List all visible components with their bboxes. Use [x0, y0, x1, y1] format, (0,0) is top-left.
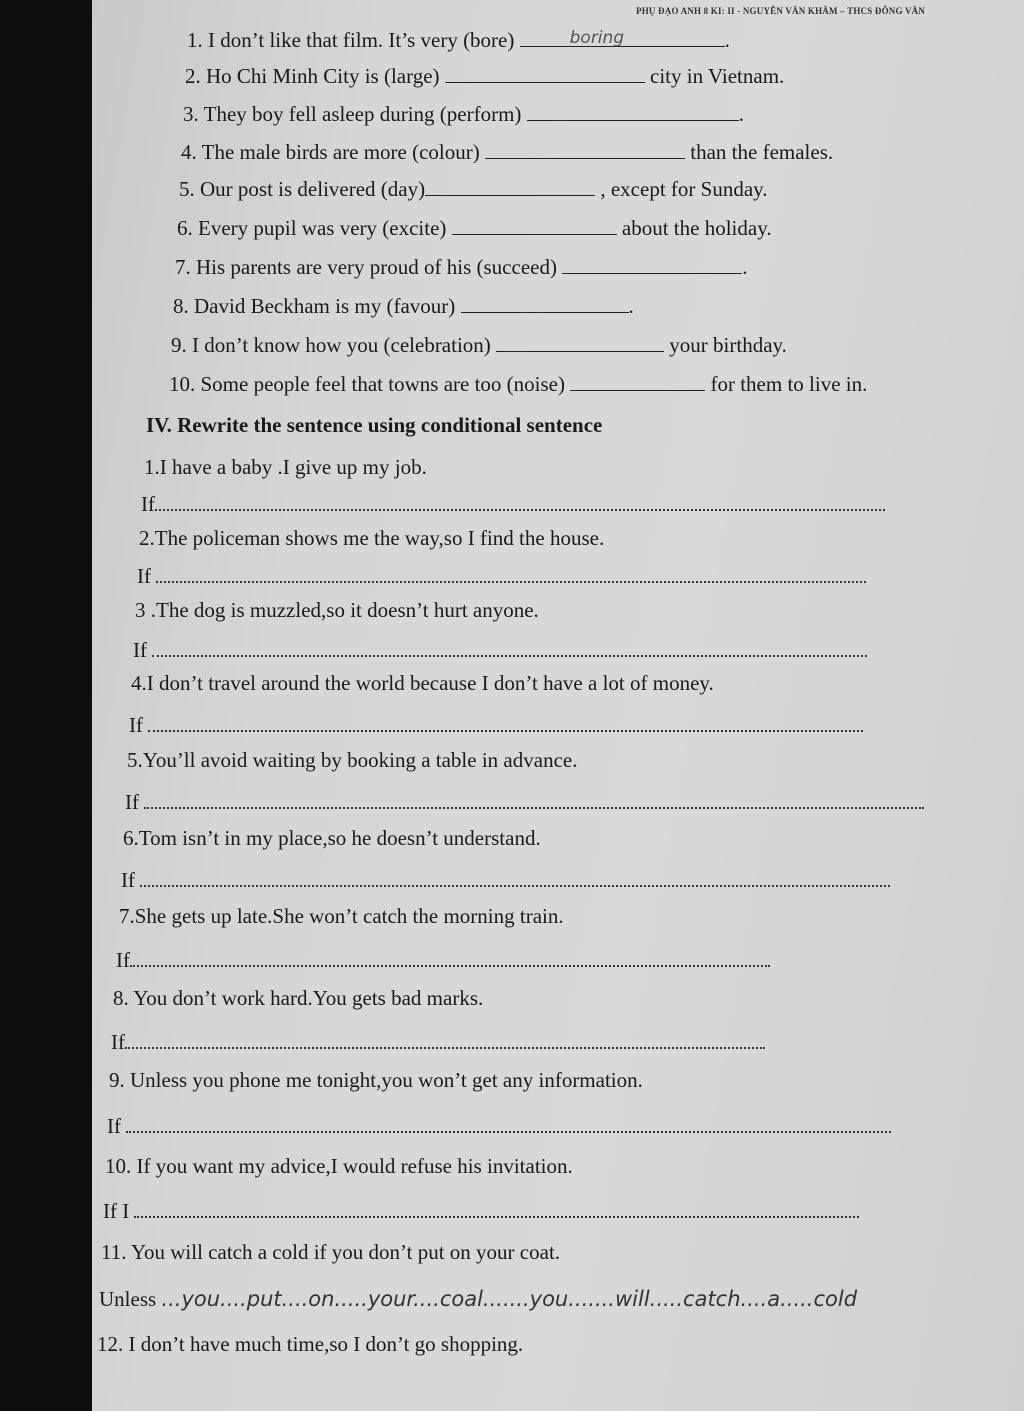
answer-blank[interactable] — [425, 177, 595, 196]
conditional-answer-line: If — [111, 1030, 765, 1055]
conditional-prompt: 12. I don’t have much time,so I don’t go shopping. — [97, 1332, 524, 1356]
answer-blank[interactable] — [562, 255, 742, 274]
conditional-prompt: 3 .The dog is muzzled,so it doesn’t hurt anyone. — [135, 598, 539, 622]
conditional-prompt: 11. You will catch a cold if you don’t put on your coat. — [101, 1240, 561, 1264]
conditional-prompt: 8. You don’t work hard.You gets bad marks. — [113, 986, 484, 1010]
word-form-item: 6. Every pupil was very (excite) about the holiday. — [177, 216, 772, 240]
conditional-answer-line: If — [129, 713, 863, 738]
answer-dotted-line[interactable] — [130, 949, 770, 967]
conditional-answer-line: If — [133, 638, 867, 663]
answer-blank[interactable] — [452, 216, 617, 235]
conditional-prompt: 5.You’ll avoid waiting by booking a table in advance. — [127, 748, 578, 772]
conditional-answer-line: If — [107, 1114, 891, 1139]
answer-dotted-line[interactable] — [156, 565, 866, 583]
answer-blank[interactable] — [485, 140, 685, 159]
answer-dotted-line[interactable] — [134, 1200, 859, 1218]
answer-dotted-line[interactable] — [140, 869, 890, 887]
conditional-answer-line: If — [116, 948, 770, 973]
conditional-answer-line: Unless ...you....put....on.....your....coal.......you.......will.....catch....a.....cold — [99, 1287, 858, 1311]
answer-blank[interactable] — [445, 64, 645, 83]
word-form-item: 2. Ho Chi Minh City is (large) city in Vietnam. — [185, 64, 785, 88]
answer-dotted-line[interactable] — [126, 1115, 891, 1133]
handwritten-answer: boring — [569, 28, 625, 48]
word-form-item: 5. Our post is delivered (day) , except for Sunday. — [179, 177, 768, 201]
conditional-answer-line: If — [121, 868, 890, 893]
word-form-item: 7. His parents are very proud of his (succeed) . — [175, 255, 748, 279]
conditional-prompt: 4.I don’t travel around the world because I don’t have a lot of money. — [131, 671, 714, 695]
word-form-item: 3. They boy fell asleep during (perform) . — [183, 102, 744, 126]
answer-blank[interactable] — [461, 294, 629, 313]
word-form-item: 10. Some people feel that towns are too (noise) for them to live in. — [169, 372, 868, 396]
answer-dotted-line[interactable] — [152, 639, 867, 657]
answer-dotted-line[interactable] — [155, 493, 885, 511]
page-header: PHỤ ĐẠO ANH 8 KI: II - NGUYỄN VĂN KHÂM – THCS ĐÔNG VĂN — [636, 6, 926, 16]
conditional-answer-line: If — [137, 564, 866, 589]
answer-dotted-line[interactable] — [125, 1031, 765, 1049]
word-form-item: 9. I don’t know how you (celebration) your birthday. — [171, 333, 787, 357]
conditional-answer-line: If — [141, 492, 885, 517]
conditional-prompt: 1.I have a baby .I give up my job. — [144, 455, 427, 479]
conditional-prompt: 6.Tom isn’t in my place,so he doesn’t understand. — [123, 826, 541, 850]
conditional-prompt: 10. If you want my advice,I would refuse his invitation. — [105, 1154, 573, 1178]
answer-blank[interactable] — [496, 333, 664, 352]
conditional-answer-line: If I — [103, 1199, 859, 1224]
conditional-prompt: 2.The policeman shows me the way,so I find the house. — [139, 526, 605, 550]
word-form-item: 1. I don’t like that film. It’s very (bore) boring . — [187, 28, 730, 52]
answer-blank[interactable] — [527, 102, 739, 121]
word-form-item: 4. The male birds are more (colour) than the females. — [181, 140, 834, 164]
answer-blank[interactable] — [570, 372, 705, 391]
word-form-item: 8. David Beckham is my (favour) . — [173, 294, 634, 318]
answer-dotted-line[interactable] — [144, 791, 924, 809]
conditional-prompt: 7.She gets up late.She won’t catch the morning train. — [119, 904, 564, 928]
conditional-prompt: 9. Unless you phone me tonight,you won’t get any information. — [109, 1068, 643, 1092]
answer-dotted-line[interactable] — [148, 714, 863, 732]
conditional-answer-line: If — [125, 790, 924, 815]
answer-blank[interactable] — [520, 28, 725, 47]
handwritten-answer: ...you....put....on.....your....coal.......you.......will.....catch....a.....cold — [161, 1287, 858, 1311]
section-title: IV. Rewrite the sentence using conditional sentence — [146, 413, 603, 437]
